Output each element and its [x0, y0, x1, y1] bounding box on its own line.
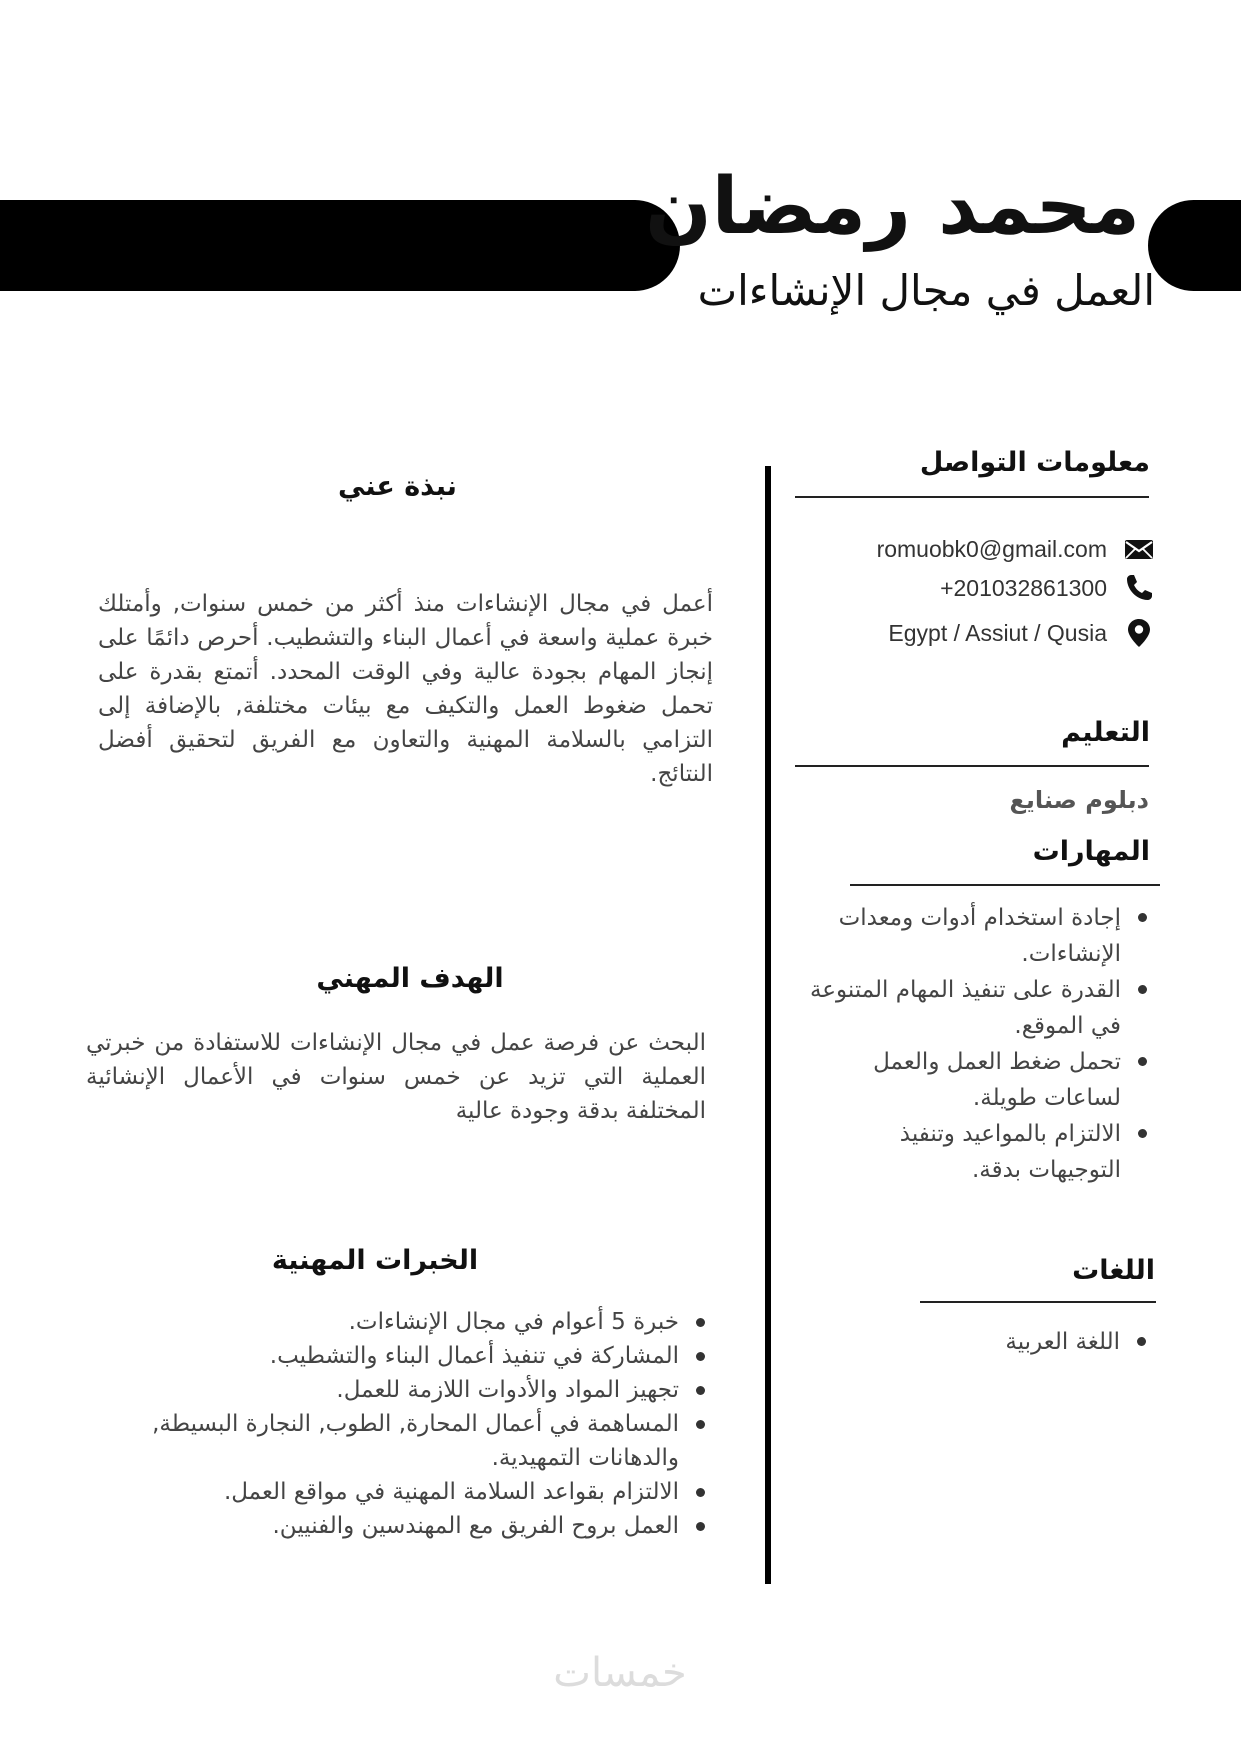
- header-bar-right: [1148, 200, 1241, 291]
- objective-heading: الهدف المهني: [316, 963, 504, 994]
- envelope-icon: [1123, 533, 1155, 565]
- list-item: العمل بروح الفريق مع المهندسين والفنيين.: [105, 1509, 679, 1543]
- languages-rule: [920, 1301, 1156, 1303]
- objective-text: البحث عن فرصة عمل في مجال الإنشاءات للاستفادة من خبرتي العملية التي تزيد عن خمس سنوات في الأعمال الإنشائية المختلفة بدقة وجودة عالية: [86, 1030, 706, 1124]
- list-item: المشاركة في تنفيذ أعمال البناء والتشطيب.: [105, 1339, 679, 1373]
- skills-heading: المهارات: [1032, 836, 1150, 867]
- column-divider: [765, 466, 771, 1584]
- about-heading: نبذة عني: [338, 471, 457, 502]
- contact-rule: [795, 496, 1149, 498]
- education-rule: [795, 765, 1149, 767]
- contact-heading: معلومات التواصل: [919, 447, 1150, 478]
- email-text[interactable]: romuobk0@gmail.com: [876, 535, 1107, 562]
- list-item: القدرة على تنفيذ المهام المتنوعة في الموقع.: [805, 972, 1121, 1044]
- phone-row: [800, 571, 1155, 605]
- phone-icon: [1123, 572, 1155, 604]
- list-item: الالتزام بالمواعيد وتنفيذ التوجيهات بدقة.: [805, 1116, 1121, 1188]
- location-pin-icon: [1123, 617, 1155, 649]
- list-item: خبرة 5 أعوام في مجال الإنشاءات.: [105, 1305, 679, 1339]
- watermark-logo: خمسات: [553, 1650, 687, 1696]
- education-degree: دبلوم صنايع: [1009, 786, 1149, 814]
- list-item: الالتزام بقواعد السلامة المهنية في مواقع العمل.: [105, 1475, 679, 1509]
- email-row: [800, 532, 1155, 566]
- list-item: تجهيز المواد والأدوات اللازمة للعمل.: [105, 1373, 679, 1407]
- experience-list: [105, 1305, 715, 1543]
- languages-list: [920, 1324, 1146, 1360]
- experience-heading: الخبرات المهنية: [271, 1245, 479, 1276]
- header-bar-left: [0, 200, 680, 291]
- education-heading: التعليم: [1061, 717, 1150, 748]
- phone-text[interactable]: +201032861300: [940, 574, 1107, 601]
- job-title: العمل في مجال الإنشاءات: [697, 266, 1155, 315]
- about-text: أعمل في مجال الإنشاءات منذ أكثر من خمس سنوات, وأمتلك خبرة عملية واسعة في أعمال البناء والتشطيب. أحرص دائمًا على إنجاز المهام بجودة عالية وفي الوقت المحدد. أتمتع بقدرة على تحمل ضغوط العمل والتكيف مع بيئات مختلفة, بالإضافة إلى التزامي بالسلامة المهنية والتعاون مع الفريق لتحقيق أفضل النتائج.: [98, 591, 713, 787]
- languages-heading: اللغات: [1072, 1255, 1155, 1286]
- skills-list: [805, 900, 1147, 1188]
- candidate-name: محمد رمضان: [645, 162, 1140, 252]
- list-item: اللغة العربية: [920, 1324, 1120, 1360]
- location-row: [800, 616, 1155, 650]
- list-item: المساهمة في أعمال المحارة, الطوب, النجارة البسيطة, والدهانات التمهيدية.: [105, 1407, 679, 1475]
- skills-rule: [850, 884, 1160, 886]
- list-item: تحمل ضغط العمل والعمل لساعات طويلة.: [805, 1044, 1121, 1116]
- location-text: Egypt / Assiut / Qusia: [888, 619, 1107, 646]
- list-item: إجادة استخدام أدوات ومعدات الإنشاءات.: [805, 900, 1121, 972]
